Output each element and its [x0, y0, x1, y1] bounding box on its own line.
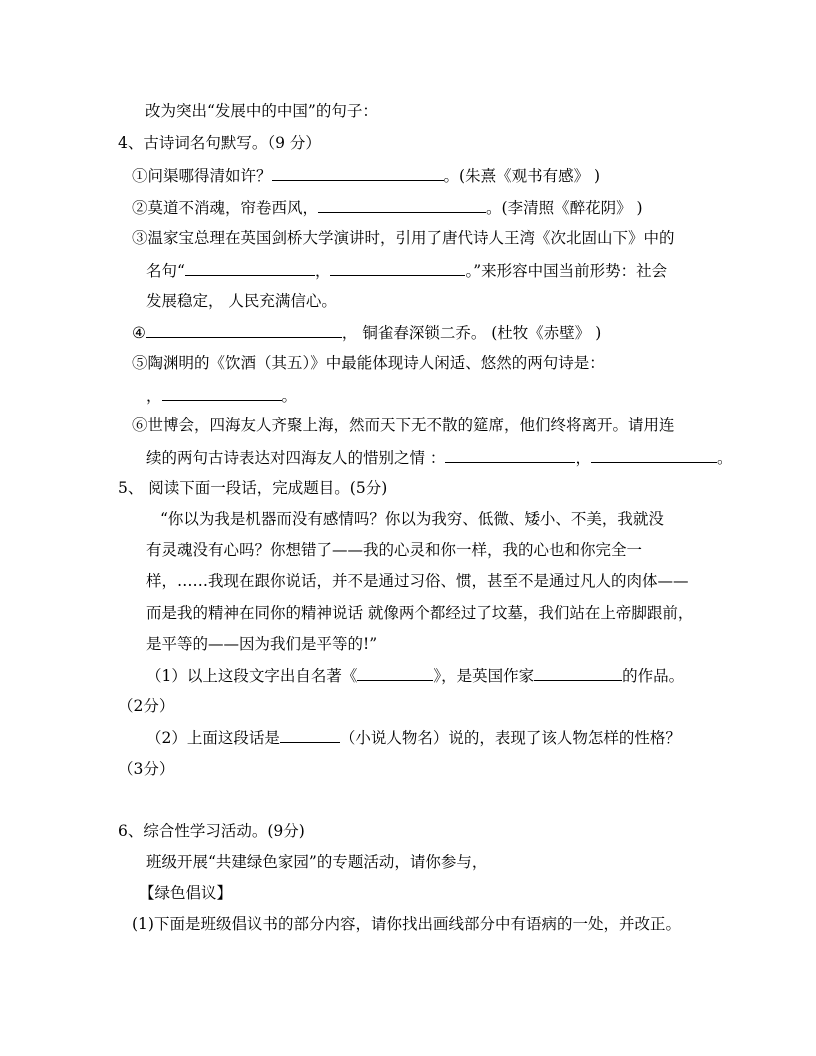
answer-blank[interactable]	[357, 665, 433, 681]
score-note	[118, 696, 174, 716]
poem-item-6	[132, 415, 675, 435]
line-text: ⑥世博会，四海友人齐聚上海，然而天下无不散的筵席，他们终将离开。请用连	[132, 416, 675, 434]
poem-item-3-cont	[146, 291, 337, 311]
text-line	[146, 852, 487, 872]
line-text: ①问渠哪得清如许？	[132, 167, 272, 185]
poem-item-5-cont	[146, 385, 297, 405]
line-text: 样，……我现在跟你说话，并不是通过习俗、惯，甚至不是通过凡人的肉体——	[146, 572, 689, 590]
poem-item-3	[132, 228, 675, 248]
text-line	[132, 914, 681, 934]
line-text: 的作品。	[622, 667, 685, 685]
answer-blank[interactable]	[146, 322, 342, 338]
passage-line	[146, 603, 693, 623]
answer-blank[interactable]	[185, 260, 315, 276]
question-6-heading	[118, 821, 305, 841]
score-note	[118, 759, 174, 779]
sub-question-1	[146, 665, 684, 685]
line-text: ③温家宝总理在英国剑桥大学演讲时，引用了唐代诗人王湾《次北固山下》中的	[132, 229, 675, 247]
line-text: (1)下面是班级倡议书的部分内容，请你找出画线部分中有语病的一处，并改正。	[132, 915, 681, 933]
line-text: 名句“	[146, 262, 185, 280]
line-text: 。	[716, 449, 733, 467]
line-text: 。(李清照《醉花阴》 )	[486, 199, 643, 217]
line-text: 。”来形容中国当前形势：社会	[465, 262, 668, 280]
poem-item-1	[132, 165, 600, 185]
line-text: 发展稳定， 人民充满信心。	[146, 292, 337, 310]
poem-item-4	[132, 322, 601, 342]
line-text: 》，是英国作家	[433, 667, 535, 685]
line-text: ， 铜雀春深锁二乔。 (杜牧《赤壁》 )	[341, 324, 602, 342]
line-text: 班级开展“共建绿色家园”的专题活动，请你参与，	[146, 853, 488, 871]
poem-item-5	[132, 353, 605, 373]
answer-blank[interactable]	[534, 665, 622, 681]
answer-blank[interactable]	[318, 197, 486, 213]
question-4-heading	[118, 133, 321, 153]
line-text: （小说人物名）说的，表现了该人物怎样的性格？	[339, 729, 681, 747]
passage-line	[146, 634, 377, 654]
passage-line	[146, 540, 642, 560]
line-text: ，	[146, 387, 162, 405]
line-text: 4、古诗词名句默写。（9 分）	[118, 134, 321, 152]
answer-blank[interactable]	[272, 165, 444, 181]
text-line	[145, 101, 378, 121]
line-text: 续的两句古诗表达对四海友人的惜别之情 ：	[146, 449, 446, 467]
line-text: 5、 阅读下面一段话，完成题目。(5分)	[118, 479, 388, 497]
line-text: （3分）	[118, 760, 175, 778]
answer-blank[interactable]	[280, 727, 340, 743]
poem-item-2	[132, 197, 643, 217]
line-text: ⑤陶渊明的《饮酒（其五）》中最能体现诗人闲适、悠然的两句诗是：	[132, 354, 605, 372]
passage-line	[146, 571, 689, 591]
poem-item-6-cont	[146, 447, 732, 467]
line-text: 改为突出“发展中的中国”的句子：	[145, 102, 378, 120]
answer-blank[interactable]	[445, 447, 575, 463]
line-text: 。	[281, 387, 298, 405]
line-text: （2分）	[118, 697, 175, 715]
line-text: “你以为我是机器而没有感情吗？你以为我穷、低微、矮小、不美，我就没	[160, 510, 664, 528]
line-text: ②莫道不消魂，帘卷西风，	[132, 199, 319, 217]
passage-line	[160, 509, 664, 529]
line-text: 【绿色倡议】	[139, 884, 233, 902]
line-text: 。(朱熹《观书有感》 )	[443, 167, 601, 185]
line-text: 有灵魂没有心吗？你想错了——我的心灵和你一样，我的心也和你完全一	[146, 541, 643, 559]
line-text: ④	[132, 324, 146, 342]
line-text: ，	[314, 262, 331, 280]
sub-question-2	[146, 727, 681, 747]
section-label	[139, 883, 232, 903]
answer-blank[interactable]	[591, 447, 717, 463]
line-text: 6、综合性学习活动。(9分)	[118, 822, 305, 840]
line-text: （2）上面这段话是	[146, 729, 280, 747]
answer-blank[interactable]	[162, 385, 282, 401]
poem-item-3-cont	[146, 260, 667, 280]
line-text: 是平等的——因为我们是平等的!”	[146, 635, 378, 653]
line-text: ，	[575, 449, 591, 467]
line-text: （1）以上这段文字出自名著《	[146, 667, 358, 685]
line-text: 而是我的精神在同你的精神说话 就像两个都经过了坟墓，我们站在上帝脚跟前，	[146, 604, 694, 622]
answer-blank[interactable]	[330, 260, 465, 276]
question-5-heading	[118, 478, 387, 498]
